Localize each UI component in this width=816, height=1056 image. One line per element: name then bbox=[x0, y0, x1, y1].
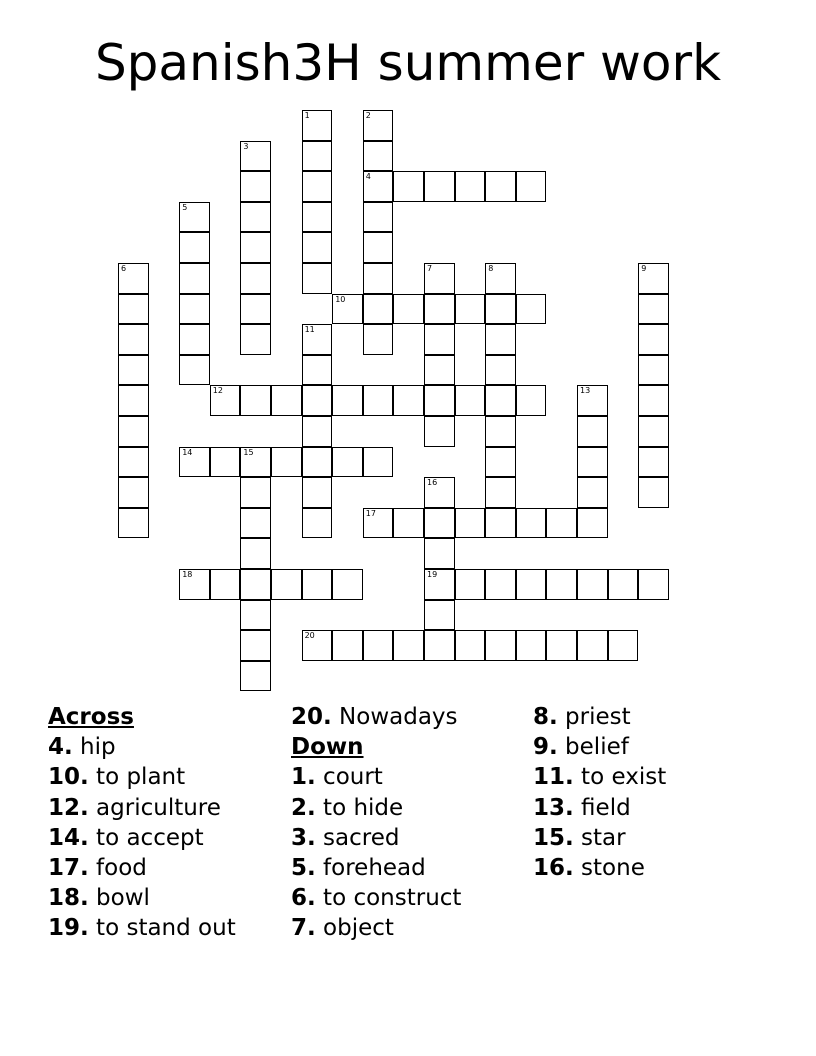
grid-cell[interactable] bbox=[179, 263, 210, 294]
grid-cell[interactable] bbox=[485, 477, 516, 508]
grid-cell[interactable] bbox=[118, 294, 149, 325]
grid-cell[interactable] bbox=[424, 630, 455, 661]
grid-cell[interactable] bbox=[240, 447, 271, 478]
clue-number: 7 bbox=[427, 264, 433, 273]
grid-cell[interactable] bbox=[455, 569, 486, 600]
grid-cell[interactable] bbox=[240, 324, 271, 355]
grid-cell[interactable] bbox=[455, 385, 486, 416]
clue-text: to stand out bbox=[88, 915, 236, 942]
grid-cell[interactable] bbox=[485, 569, 516, 600]
grid-cell[interactable] bbox=[363, 294, 394, 325]
grid-cell[interactable] bbox=[424, 294, 455, 325]
clue-item bbox=[48, 853, 236, 883]
clue-text: field bbox=[573, 794, 631, 821]
clue-item bbox=[291, 823, 461, 853]
grid-cell[interactable] bbox=[424, 600, 455, 631]
grid-cell[interactable] bbox=[485, 355, 516, 386]
clue-item bbox=[533, 823, 666, 853]
clue-number-label: 3. bbox=[291, 824, 316, 851]
grid-cell[interactable] bbox=[455, 508, 486, 539]
clue-number: 10 bbox=[335, 294, 346, 304]
grid-cell[interactable] bbox=[424, 508, 455, 539]
clue-number: 3 bbox=[243, 141, 249, 151]
grid-cell[interactable] bbox=[485, 294, 516, 325]
clue-number-label: 11. bbox=[533, 764, 574, 791]
clue-text: Nowadays bbox=[331, 704, 458, 730]
grid-cell[interactable] bbox=[638, 294, 669, 325]
grid-cell[interactable] bbox=[210, 385, 241, 416]
grid-cell[interactable] bbox=[179, 232, 210, 263]
grid-cell[interactable] bbox=[393, 630, 424, 661]
grid-cell[interactable] bbox=[271, 569, 302, 600]
clue-number-label: 9. bbox=[533, 734, 558, 761]
grid-cell[interactable] bbox=[424, 569, 455, 600]
grid-cell[interactable] bbox=[424, 385, 455, 416]
grid-cell[interactable] bbox=[302, 202, 333, 233]
clue-number-label: 18. bbox=[48, 885, 89, 912]
grid-cell[interactable] bbox=[179, 569, 210, 600]
grid-cell[interactable] bbox=[302, 477, 333, 508]
grid-cell[interactable] bbox=[302, 508, 333, 539]
grid-cell[interactable] bbox=[210, 447, 241, 478]
grid-cell[interactable] bbox=[516, 508, 547, 539]
clue-number-label: 1. bbox=[291, 764, 316, 791]
grid-cell[interactable] bbox=[118, 385, 149, 416]
clue-number-label: 10. bbox=[48, 764, 89, 791]
grid-cell[interactable] bbox=[240, 508, 271, 539]
grid-cell[interactable] bbox=[179, 202, 210, 233]
clue-number: 14 bbox=[182, 447, 193, 457]
clue-column-1 bbox=[48, 702, 236, 944]
clue-number-label: 20. bbox=[291, 704, 332, 730]
grid-cell[interactable] bbox=[577, 630, 608, 661]
clue-text: to plant bbox=[88, 764, 186, 791]
clue-number: 15 bbox=[243, 447, 254, 457]
grid-cell[interactable] bbox=[485, 324, 516, 355]
grid-cell[interactable] bbox=[118, 508, 149, 539]
grid-cell[interactable] bbox=[424, 477, 455, 508]
grid-cell[interactable] bbox=[485, 416, 516, 447]
grid-cell[interactable] bbox=[577, 447, 608, 478]
clue-number-label: 19. bbox=[48, 915, 89, 942]
grid-cell[interactable] bbox=[179, 447, 210, 478]
grid-cell[interactable] bbox=[118, 416, 149, 447]
clue-text: forehead bbox=[315, 855, 426, 882]
grid-cell[interactable] bbox=[455, 294, 486, 325]
grid-cell[interactable] bbox=[608, 630, 639, 661]
grid-cell[interactable] bbox=[240, 600, 271, 631]
grid-cell[interactable] bbox=[332, 630, 363, 661]
grid-cell[interactable] bbox=[302, 355, 333, 386]
clue-number: 4 bbox=[365, 172, 371, 182]
clue-text: object bbox=[315, 915, 394, 942]
clue-number: 12 bbox=[212, 386, 223, 396]
grid-cell[interactable] bbox=[332, 569, 363, 600]
grid-cell[interactable] bbox=[638, 385, 669, 416]
clue-number-label: 14. bbox=[48, 824, 89, 851]
grid-cell[interactable] bbox=[363, 141, 394, 172]
clue-number-label: 4. bbox=[48, 734, 73, 761]
clue-text: to exist bbox=[573, 764, 667, 791]
clue-item bbox=[533, 853, 666, 883]
grid-cell[interactable] bbox=[638, 263, 669, 294]
across-heading: Across bbox=[48, 704, 134, 730]
grid-cell[interactable] bbox=[302, 385, 333, 416]
grid-cell[interactable] bbox=[240, 141, 271, 172]
grid-cell[interactable] bbox=[424, 538, 455, 569]
grid-cell[interactable] bbox=[302, 447, 333, 478]
grid-cell[interactable] bbox=[393, 385, 424, 416]
puzzle-title: Spanish3H summer work bbox=[94, 34, 722, 92]
clue-number: 11 bbox=[304, 325, 315, 335]
grid-cell[interactable] bbox=[363, 324, 394, 355]
grid-cell[interactable] bbox=[302, 569, 333, 600]
clue-text: stone bbox=[573, 855, 645, 882]
grid-cell[interactable] bbox=[240, 202, 271, 233]
clue-column-2 bbox=[291, 702, 461, 944]
grid-cell[interactable] bbox=[638, 569, 669, 600]
grid-cell[interactable] bbox=[363, 630, 394, 661]
grid-cell[interactable] bbox=[240, 630, 271, 661]
grid-cell[interactable] bbox=[332, 294, 363, 325]
grid-cell[interactable] bbox=[363, 385, 394, 416]
grid-cell[interactable] bbox=[179, 324, 210, 355]
grid-cell[interactable] bbox=[546, 508, 577, 539]
grid-cell[interactable] bbox=[363, 263, 394, 294]
grid-cell[interactable] bbox=[302, 110, 333, 141]
grid-cell[interactable] bbox=[577, 477, 608, 508]
grid-cell[interactable] bbox=[240, 294, 271, 325]
clue-text: to hide bbox=[315, 794, 404, 821]
grid-cell[interactable] bbox=[363, 447, 394, 478]
grid-cell[interactable] bbox=[424, 263, 455, 294]
grid-cell[interactable] bbox=[424, 171, 455, 202]
clue-number-label: 7. bbox=[291, 915, 316, 942]
grid-cell[interactable] bbox=[332, 447, 363, 478]
clue-number-label: 8. bbox=[533, 704, 558, 730]
grid-cell[interactable] bbox=[393, 171, 424, 202]
clue-number-label: 15. bbox=[533, 824, 574, 851]
clue-number: 9 bbox=[641, 264, 647, 273]
clue-item bbox=[291, 793, 461, 823]
clue-item bbox=[48, 762, 236, 792]
grid-cell[interactable] bbox=[240, 569, 271, 600]
clue-number-label: 17. bbox=[48, 855, 89, 882]
clue-number: 8 bbox=[488, 264, 494, 273]
clue-number-label: 6. bbox=[291, 885, 316, 912]
grid-cell[interactable] bbox=[118, 477, 149, 508]
grid-cell[interactable] bbox=[485, 263, 516, 294]
clue-text: agriculture bbox=[88, 794, 221, 821]
grid-cell[interactable] bbox=[302, 141, 333, 172]
clue-text: to construct bbox=[315, 885, 462, 912]
grid-cell[interactable] bbox=[210, 569, 241, 600]
grid-cell[interactable] bbox=[608, 569, 639, 600]
clue-item bbox=[533, 793, 666, 823]
clue-number: 17 bbox=[365, 508, 376, 518]
grid-cell[interactable] bbox=[302, 416, 333, 447]
grid-cell[interactable] bbox=[516, 171, 547, 202]
clue-text: hip bbox=[72, 734, 116, 761]
grid-cell[interactable] bbox=[179, 294, 210, 325]
grid-cell[interactable] bbox=[638, 355, 669, 386]
grid-cell[interactable] bbox=[332, 385, 363, 416]
grid-cell[interactable] bbox=[118, 447, 149, 478]
clue-item bbox=[533, 762, 666, 792]
clue-column-3 bbox=[533, 702, 666, 883]
grid-cell[interactable] bbox=[638, 447, 669, 478]
clue-number: 2 bbox=[365, 111, 371, 120]
grid-cell[interactable] bbox=[424, 416, 455, 447]
clue-number-label: 13. bbox=[533, 794, 574, 821]
grid-cell[interactable] bbox=[118, 263, 149, 294]
grid-cell[interactable] bbox=[424, 355, 455, 386]
clue-item bbox=[48, 793, 236, 823]
clue-number: 13 bbox=[580, 386, 591, 396]
grid-cell[interactable] bbox=[240, 661, 271, 692]
grid-cell[interactable] bbox=[455, 630, 486, 661]
clue-number: 1 bbox=[304, 111, 310, 120]
clue-item bbox=[291, 853, 461, 883]
clue-item bbox=[533, 732, 666, 762]
clue-number-label: 2. bbox=[291, 794, 316, 821]
clue-number: 16 bbox=[427, 478, 438, 488]
grid-cell[interactable] bbox=[363, 110, 394, 141]
clue-number: 19 bbox=[427, 570, 438, 579]
grid-cell[interactable] bbox=[546, 630, 577, 661]
grid-cell[interactable] bbox=[516, 294, 547, 325]
grid-cell[interactable] bbox=[240, 171, 271, 202]
grid-cell[interactable] bbox=[577, 385, 608, 416]
grid-cell[interactable] bbox=[179, 355, 210, 386]
grid-cell[interactable] bbox=[271, 385, 302, 416]
clue-text: to accept bbox=[88, 824, 204, 851]
clue-number-label: 16. bbox=[533, 855, 574, 882]
clue-item bbox=[291, 913, 461, 943]
grid-cell[interactable] bbox=[516, 385, 547, 416]
grid-cell[interactable] bbox=[546, 569, 577, 600]
clue-item bbox=[533, 702, 666, 732]
clue-number-label: 12. bbox=[48, 794, 89, 821]
grid-cell[interactable] bbox=[363, 202, 394, 233]
clue-item bbox=[291, 762, 461, 792]
grid-cell[interactable] bbox=[240, 538, 271, 569]
clue-item bbox=[48, 883, 236, 913]
grid-cell[interactable] bbox=[363, 232, 394, 263]
clue-item bbox=[291, 883, 461, 913]
grid-cell[interactable] bbox=[118, 355, 149, 386]
grid-cell[interactable] bbox=[363, 508, 394, 539]
clue-text: court bbox=[315, 764, 383, 791]
grid-cell[interactable] bbox=[118, 324, 149, 355]
grid-cell[interactable] bbox=[240, 232, 271, 263]
grid-cell[interactable] bbox=[271, 447, 302, 478]
grid-cell[interactable] bbox=[240, 385, 271, 416]
clue-item bbox=[48, 913, 236, 943]
clue-item bbox=[48, 732, 236, 762]
grid-cell[interactable] bbox=[302, 171, 333, 202]
clue-number: 6 bbox=[121, 264, 127, 273]
grid-cell[interactable] bbox=[638, 477, 669, 508]
clue-text: sacred bbox=[315, 824, 400, 851]
grid-cell[interactable] bbox=[240, 477, 271, 508]
clue-item bbox=[291, 702, 461, 732]
clue-number: 18 bbox=[182, 570, 193, 579]
grid-cell[interactable] bbox=[424, 324, 455, 355]
grid-cell[interactable] bbox=[577, 569, 608, 600]
clue-item bbox=[48, 823, 236, 853]
grid-cell[interactable] bbox=[577, 416, 608, 447]
grid-cell[interactable] bbox=[485, 630, 516, 661]
grid-cell[interactable] bbox=[638, 324, 669, 355]
grid-cell[interactable] bbox=[302, 263, 333, 294]
grid-cell[interactable] bbox=[240, 263, 271, 294]
clue-text: food bbox=[88, 855, 147, 882]
grid-cell[interactable] bbox=[302, 232, 333, 263]
grid-cell[interactable] bbox=[393, 508, 424, 539]
clue-number: 20 bbox=[304, 631, 315, 641]
grid-cell[interactable] bbox=[577, 508, 608, 539]
grid-cell[interactable] bbox=[302, 630, 333, 661]
grid-cell[interactable] bbox=[455, 171, 486, 202]
clue-number: 5 bbox=[182, 202, 188, 212]
clue-text: priest bbox=[557, 704, 631, 730]
grid-cell[interactable] bbox=[363, 171, 394, 202]
clue-text: belief bbox=[557, 734, 629, 761]
grid-cell[interactable] bbox=[485, 508, 516, 539]
clue-text: bowl bbox=[88, 885, 150, 912]
down-heading: Down bbox=[291, 734, 364, 761]
grid-cell[interactable] bbox=[393, 294, 424, 325]
grid-cell[interactable] bbox=[485, 171, 516, 202]
grid-cell[interactable] bbox=[302, 324, 333, 355]
grid-cell[interactable] bbox=[516, 630, 547, 661]
grid-cell[interactable] bbox=[485, 447, 516, 478]
grid-cell[interactable] bbox=[638, 416, 669, 447]
grid-cell[interactable] bbox=[485, 385, 516, 416]
clue-number-label: 5. bbox=[291, 855, 316, 882]
clue-text: star bbox=[573, 824, 626, 851]
grid-cell[interactable] bbox=[516, 569, 547, 600]
